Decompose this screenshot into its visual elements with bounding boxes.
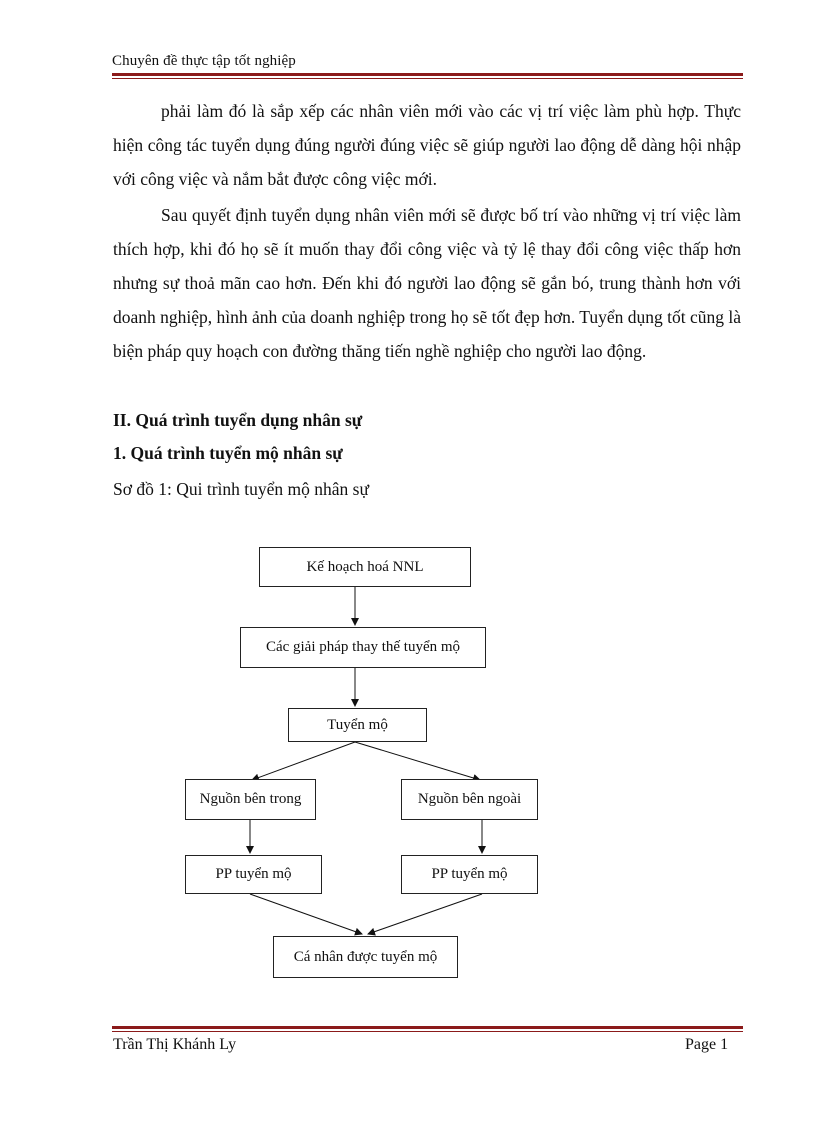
footer-rule — [112, 1026, 743, 1032]
node-alternatives: Các giải pháp thay thế tuyển mộ — [240, 627, 486, 668]
node-internal-source: Nguồn bên trong — [185, 779, 316, 820]
node-method-right: PP tuyển mộ — [401, 855, 538, 894]
section-heading: II. Quá trình tuyển dụng nhân sự — [113, 410, 363, 430]
diagram-caption: Sơ đồ 1: Qui trình tuyển mộ nhân sự — [113, 479, 369, 499]
footer-page-number: Page 1 — [685, 1036, 729, 1053]
subsection-heading: 1. Quá trình tuyển mộ nhân sự — [113, 443, 343, 463]
node-plan: Kế hoạch hoá NNL — [259, 547, 471, 587]
node-method-left: PP tuyển mộ — [185, 855, 322, 894]
arrow-right-method-to-result — [368, 894, 482, 934]
footer-author: Trần Thị Khánh Ly — [113, 1036, 237, 1053]
arrow-recruit-to-external — [355, 742, 480, 780]
arrow-recruit-to-internal — [252, 742, 355, 780]
running-header: Chuyên đề thực tập tốt nghiệp — [112, 53, 296, 69]
arrow-left-method-to-result — [250, 894, 362, 934]
paragraph-2: Sau quyết định tuyển dụng nhân viên mới sẽ được bố trí vào những vị trí việc làm thích hợp, khi đó họ sẽ ít muốn thay đổi công việc và tỷ lệ thay đổi công việc thấp hơn nhưng sự thoả mãn cao hơn. Đến khi đó người lao động sẽ gắn bó, trung thành hơn với doanh nghiệp, hình ảnh của doanh nghiệp trong họ sẽ tốt đẹp hơn. Tuyển dụng tốt cũng là biện pháp quy hoạch con đường thăng tiến nghề nghiệp cho người lao động. — [113, 205, 741, 361]
paragraph-1: phải làm đó là sắp xếp các nhân viên mới vào các vị trí việc làm phù hợp. Thực hiện công tác tuyển dụng đúng người đúng việc sẽ giúp người lao động dễ dàng hội nhập với công việc và nắm bắt được công việc mới. — [113, 101, 741, 189]
node-external-source: Nguồn bên ngoài — [401, 779, 538, 820]
node-result: Cá nhân được tuyển mộ — [273, 936, 458, 978]
node-recruit: Tuyển mộ — [288, 708, 427, 742]
